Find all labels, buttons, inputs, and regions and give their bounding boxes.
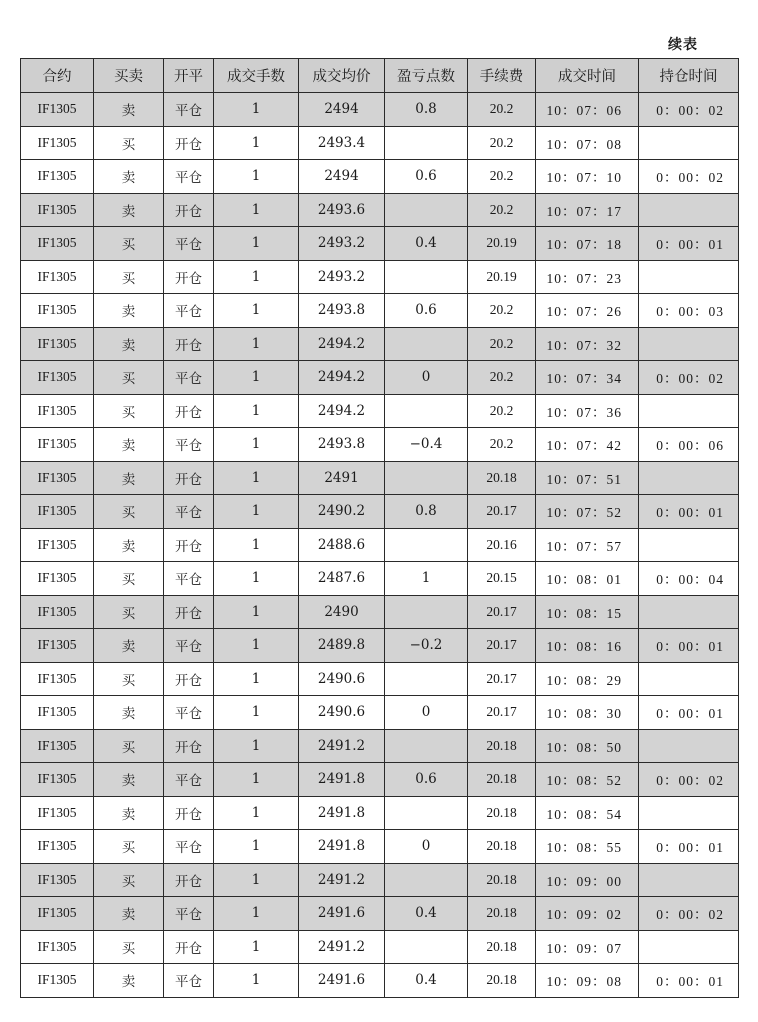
cell-fee: 20.17 — [468, 495, 536, 529]
table-row — [21, 294, 739, 328]
cell-hold — [639, 394, 739, 428]
cell-lots: 1 — [214, 294, 299, 328]
cell-side: 卖 — [94, 93, 164, 127]
cell-pnl — [385, 528, 468, 562]
cell-fee: 20.18 — [468, 461, 536, 495]
table-row — [21, 93, 739, 127]
cell-hold — [639, 662, 739, 696]
cell-contract: IF1305 — [21, 160, 94, 194]
cell-contract: IF1305 — [21, 930, 94, 964]
cell-open-close: 平仓 — [164, 294, 214, 328]
cell-contract: IF1305 — [21, 696, 94, 730]
cell-hold: 0：00：06 — [639, 428, 739, 462]
cell-side: 买 — [94, 260, 164, 294]
cell-open-close: 开仓 — [164, 662, 214, 696]
cell-contract: IF1305 — [21, 662, 94, 696]
cell-price: 2493.4 — [299, 126, 385, 160]
cell-contract: IF1305 — [21, 361, 94, 395]
cell-pnl: 0.6 — [385, 160, 468, 194]
cell-side: 卖 — [94, 897, 164, 931]
col-header-fee: 手续费 — [468, 59, 536, 93]
cell-time: 10：08：15 — [536, 595, 639, 629]
cell-side: 卖 — [94, 528, 164, 562]
cell-side: 买 — [94, 495, 164, 529]
cell-contract: IF1305 — [21, 327, 94, 361]
cell-pnl — [385, 796, 468, 830]
cell-price: 2494 — [299, 93, 385, 127]
cell-fee: 20.2 — [468, 394, 536, 428]
cell-open-close: 开仓 — [164, 260, 214, 294]
cell-fee: 20.16 — [468, 528, 536, 562]
col-header-contract: 合约 — [21, 59, 94, 93]
cell-lots: 1 — [214, 863, 299, 897]
table-body — [21, 93, 739, 998]
cell-price: 2491.6 — [299, 964, 385, 998]
cell-contract: IF1305 — [21, 528, 94, 562]
cell-contract: IF1305 — [21, 863, 94, 897]
table-row — [21, 126, 739, 160]
table-row — [21, 729, 739, 763]
cell-time: 10：08：55 — [536, 830, 639, 864]
table-row — [21, 964, 739, 998]
cell-lots: 1 — [214, 763, 299, 797]
cell-price: 2493.2 — [299, 227, 385, 261]
cell-price: 2494.2 — [299, 394, 385, 428]
cell-fee: 20.18 — [468, 830, 536, 864]
cell-open-close: 平仓 — [164, 361, 214, 395]
cell-pnl — [385, 126, 468, 160]
cell-hold: 0：00：03 — [639, 294, 739, 328]
cell-hold: 0：00：01 — [639, 696, 739, 730]
cell-price: 2491.2 — [299, 863, 385, 897]
cell-hold: 0：00：02 — [639, 897, 739, 931]
cell-fee: 20.2 — [468, 428, 536, 462]
cell-lots: 1 — [214, 562, 299, 596]
cell-time: 10：07：52 — [536, 495, 639, 529]
cell-contract: IF1305 — [21, 763, 94, 797]
cell-time: 10：08：52 — [536, 763, 639, 797]
cell-open-close: 平仓 — [164, 830, 214, 864]
cell-price: 2490 — [299, 595, 385, 629]
cell-pnl: 0.8 — [385, 495, 468, 529]
cell-time: 10：07：57 — [536, 528, 639, 562]
cell-open-close: 开仓 — [164, 193, 214, 227]
cell-fee: 20.17 — [468, 662, 536, 696]
cell-side: 卖 — [94, 193, 164, 227]
cell-side: 卖 — [94, 763, 164, 797]
cell-fee: 20.18 — [468, 729, 536, 763]
cell-hold: 0：00：02 — [639, 93, 739, 127]
col-header-lots: 成交手数 — [214, 59, 299, 93]
cell-side: 卖 — [94, 294, 164, 328]
cell-pnl: 0 — [385, 361, 468, 395]
col-header-side: 买卖 — [94, 59, 164, 93]
cell-fee: 20.2 — [468, 327, 536, 361]
cell-hold — [639, 461, 739, 495]
cell-contract: IF1305 — [21, 260, 94, 294]
cell-hold: 0：00：01 — [639, 964, 739, 998]
cell-open-close: 平仓 — [164, 562, 214, 596]
cell-contract: IF1305 — [21, 294, 94, 328]
cell-fee: 20.17 — [468, 629, 536, 663]
cell-price: 2494 — [299, 160, 385, 194]
cell-pnl — [385, 595, 468, 629]
cell-open-close: 平仓 — [164, 428, 214, 462]
cell-fee: 20.2 — [468, 294, 536, 328]
cell-open-close: 平仓 — [164, 897, 214, 931]
cell-side: 卖 — [94, 428, 164, 462]
col-header-pnl: 盈亏点数 — [385, 59, 468, 93]
cell-pnl: 0.4 — [385, 227, 468, 261]
cell-side: 卖 — [94, 796, 164, 830]
cell-time: 10：09：08 — [536, 964, 639, 998]
cell-lots: 1 — [214, 160, 299, 194]
table-row — [21, 260, 739, 294]
cell-open-close: 开仓 — [164, 729, 214, 763]
cell-contract: IF1305 — [21, 495, 94, 529]
cell-fee: 20.18 — [468, 930, 536, 964]
cell-pnl: 0.6 — [385, 294, 468, 328]
table-row — [21, 394, 739, 428]
cell-open-close: 开仓 — [164, 126, 214, 160]
cell-open-close: 平仓 — [164, 629, 214, 663]
cell-time: 10：08：30 — [536, 696, 639, 730]
cell-time: 10：08：16 — [536, 629, 639, 663]
cell-price: 2494.2 — [299, 361, 385, 395]
cell-hold: 0：00：01 — [639, 629, 739, 663]
cell-side: 买 — [94, 562, 164, 596]
cell-price: 2488.6 — [299, 528, 385, 562]
cell-side: 买 — [94, 394, 164, 428]
cell-contract: IF1305 — [21, 428, 94, 462]
cell-contract: IF1305 — [21, 830, 94, 864]
cell-fee: 20.2 — [468, 126, 536, 160]
cell-time: 10：09：07 — [536, 930, 639, 964]
col-header-time: 成交时间 — [536, 59, 639, 93]
cell-hold — [639, 595, 739, 629]
cell-open-close: 开仓 — [164, 863, 214, 897]
cell-side: 卖 — [94, 160, 164, 194]
cell-open-close: 平仓 — [164, 964, 214, 998]
table-row — [21, 428, 739, 462]
cell-price: 2490.6 — [299, 662, 385, 696]
table-row — [21, 897, 739, 931]
header-row — [21, 59, 739, 93]
cell-pnl — [385, 729, 468, 763]
cell-time: 10：07：23 — [536, 260, 639, 294]
table-row — [21, 361, 739, 395]
cell-contract: IF1305 — [21, 93, 94, 127]
cell-price: 2493.8 — [299, 294, 385, 328]
cell-pnl: −0.2 — [385, 629, 468, 663]
cell-lots: 1 — [214, 528, 299, 562]
table-row — [21, 562, 739, 596]
cell-pnl — [385, 863, 468, 897]
table-row — [21, 160, 739, 194]
cell-price: 2487.6 — [299, 562, 385, 596]
cell-open-close: 平仓 — [164, 495, 214, 529]
trade-table — [20, 58, 739, 998]
cell-fee: 20.18 — [468, 796, 536, 830]
cell-contract: IF1305 — [21, 796, 94, 830]
cell-pnl: 0.4 — [385, 897, 468, 931]
cell-open-close: 开仓 — [164, 394, 214, 428]
cell-pnl: −0.4 — [385, 428, 468, 462]
table-row — [21, 193, 739, 227]
table-row — [21, 528, 739, 562]
cell-side: 卖 — [94, 964, 164, 998]
cell-time: 10：08：54 — [536, 796, 639, 830]
cell-pnl: 1 — [385, 562, 468, 596]
cell-price: 2490.6 — [299, 696, 385, 730]
cell-hold — [639, 260, 739, 294]
cell-side: 买 — [94, 227, 164, 261]
table-row — [21, 662, 739, 696]
cell-contract: IF1305 — [21, 193, 94, 227]
cell-time: 10：07：34 — [536, 361, 639, 395]
cell-price: 2494.2 — [299, 327, 385, 361]
cell-pnl — [385, 327, 468, 361]
cell-fee: 20.2 — [468, 361, 536, 395]
cell-fee: 20.19 — [468, 227, 536, 261]
col-header-open-close: 开平 — [164, 59, 214, 93]
cell-hold: 0：00：01 — [639, 830, 739, 864]
cell-price: 2493.6 — [299, 193, 385, 227]
cell-price: 2491 — [299, 461, 385, 495]
cell-hold: 0：00：02 — [639, 361, 739, 395]
cell-price: 2491.2 — [299, 930, 385, 964]
table-row — [21, 863, 739, 897]
cell-time: 10：08：29 — [536, 662, 639, 696]
cell-side: 卖 — [94, 696, 164, 730]
cell-time: 10：09：02 — [536, 897, 639, 931]
cell-time: 10：07：51 — [536, 461, 639, 495]
cell-pnl — [385, 193, 468, 227]
cell-price: 2491.2 — [299, 729, 385, 763]
cell-time: 10：07：26 — [536, 294, 639, 328]
cell-lots: 1 — [214, 193, 299, 227]
cell-time: 10：07：06 — [536, 93, 639, 127]
cell-side: 卖 — [94, 327, 164, 361]
cell-contract: IF1305 — [21, 629, 94, 663]
cell-lots: 1 — [214, 227, 299, 261]
cell-price: 2491.8 — [299, 763, 385, 797]
cell-time: 10：07：42 — [536, 428, 639, 462]
cell-hold — [639, 327, 739, 361]
table-row — [21, 495, 739, 529]
cell-contract: IF1305 — [21, 394, 94, 428]
cell-price: 2493.8 — [299, 428, 385, 462]
cell-side: 买 — [94, 830, 164, 864]
cell-side: 买 — [94, 930, 164, 964]
cell-hold — [639, 863, 739, 897]
cell-pnl: 0 — [385, 696, 468, 730]
cell-lots: 1 — [214, 327, 299, 361]
cell-contract: IF1305 — [21, 562, 94, 596]
cell-fee: 20.2 — [468, 93, 536, 127]
cell-open-close: 开仓 — [164, 595, 214, 629]
cell-time: 10：09：00 — [536, 863, 639, 897]
cell-open-close: 平仓 — [164, 696, 214, 730]
cell-time: 10：08：50 — [536, 729, 639, 763]
cell-fee: 20.15 — [468, 562, 536, 596]
cell-side: 买 — [94, 126, 164, 160]
cell-time: 10：07：32 — [536, 327, 639, 361]
cell-pnl: 0 — [385, 830, 468, 864]
cell-fee: 20.19 — [468, 260, 536, 294]
cell-contract: IF1305 — [21, 964, 94, 998]
cell-contract: IF1305 — [21, 126, 94, 160]
table-row — [21, 696, 739, 730]
col-header-hold: 持仓时间 — [639, 59, 739, 93]
cell-time: 10：07：18 — [536, 227, 639, 261]
cell-hold — [639, 729, 739, 763]
table-caption: 续表 — [668, 37, 698, 53]
table-row — [21, 930, 739, 964]
table-row — [21, 461, 739, 495]
cell-lots: 1 — [214, 964, 299, 998]
cell-open-close: 开仓 — [164, 528, 214, 562]
cell-open-close: 平仓 — [164, 93, 214, 127]
table-row — [21, 327, 739, 361]
cell-fee: 20.18 — [468, 964, 536, 998]
cell-lots: 1 — [214, 930, 299, 964]
cell-lots: 1 — [214, 394, 299, 428]
cell-fee: 20.18 — [468, 863, 536, 897]
cell-lots: 1 — [214, 495, 299, 529]
cell-fee: 20.17 — [468, 696, 536, 730]
cell-open-close: 开仓 — [164, 327, 214, 361]
cell-fee: 20.18 — [468, 897, 536, 931]
cell-lots: 1 — [214, 361, 299, 395]
cell-price: 2491.8 — [299, 830, 385, 864]
cell-pnl: 0.6 — [385, 763, 468, 797]
cell-pnl — [385, 260, 468, 294]
cell-lots: 1 — [214, 428, 299, 462]
col-header-price: 成交均价 — [299, 59, 385, 93]
cell-lots: 1 — [214, 93, 299, 127]
cell-open-close: 开仓 — [164, 930, 214, 964]
cell-hold: 0：00：01 — [639, 227, 739, 261]
cell-hold: 0：00：02 — [639, 160, 739, 194]
cell-hold — [639, 796, 739, 830]
cell-hold: 0：00：01 — [639, 495, 739, 529]
cell-price: 2491.8 — [299, 796, 385, 830]
cell-contract: IF1305 — [21, 227, 94, 261]
cell-price: 2490.2 — [299, 495, 385, 529]
cell-lots: 1 — [214, 662, 299, 696]
cell-side: 买 — [94, 729, 164, 763]
cell-open-close: 开仓 — [164, 461, 214, 495]
cell-price: 2493.2 — [299, 260, 385, 294]
cell-price: 2489.8 — [299, 629, 385, 663]
cell-lots: 1 — [214, 629, 299, 663]
table-row — [21, 629, 739, 663]
cell-hold — [639, 528, 739, 562]
table-row — [21, 830, 739, 864]
cell-contract: IF1305 — [21, 461, 94, 495]
cell-lots: 1 — [214, 595, 299, 629]
table-row — [21, 796, 739, 830]
cell-lots: 1 — [214, 830, 299, 864]
cell-pnl — [385, 662, 468, 696]
cell-hold — [639, 930, 739, 964]
cell-hold — [639, 126, 739, 160]
cell-side: 买 — [94, 361, 164, 395]
cell-open-close: 平仓 — [164, 160, 214, 194]
cell-pnl — [385, 394, 468, 428]
cell-lots: 1 — [214, 897, 299, 931]
cell-fee: 20.18 — [468, 763, 536, 797]
table-row — [21, 763, 739, 797]
cell-contract: IF1305 — [21, 595, 94, 629]
cell-lots: 1 — [214, 796, 299, 830]
cell-side: 买 — [94, 595, 164, 629]
cell-time: 10：08：01 — [536, 562, 639, 596]
cell-pnl: 0.8 — [385, 93, 468, 127]
cell-hold: 0：00：04 — [639, 562, 739, 596]
cell-hold — [639, 193, 739, 227]
cell-lots: 1 — [214, 461, 299, 495]
cell-lots: 1 — [214, 729, 299, 763]
cell-fee: 20.17 — [468, 595, 536, 629]
cell-hold: 0：00：02 — [639, 763, 739, 797]
cell-price: 2491.6 — [299, 897, 385, 931]
cell-open-close: 平仓 — [164, 227, 214, 261]
cell-time: 10：07：08 — [536, 126, 639, 160]
cell-side: 卖 — [94, 629, 164, 663]
table-row — [21, 595, 739, 629]
cell-side: 卖 — [94, 461, 164, 495]
cell-time: 10：07：17 — [536, 193, 639, 227]
cell-fee: 20.2 — [468, 160, 536, 194]
cell-pnl — [385, 461, 468, 495]
cell-time: 10：07：10 — [536, 160, 639, 194]
cell-open-close: 平仓 — [164, 763, 214, 797]
cell-pnl: 0.4 — [385, 964, 468, 998]
cell-contract: IF1305 — [21, 897, 94, 931]
cell-pnl — [385, 930, 468, 964]
table-row — [21, 227, 739, 261]
cell-lots: 1 — [214, 696, 299, 730]
cell-fee: 20.2 — [468, 193, 536, 227]
table-header — [21, 59, 739, 93]
cell-side: 买 — [94, 863, 164, 897]
cell-time: 10：07：36 — [536, 394, 639, 428]
cell-side: 买 — [94, 662, 164, 696]
cell-contract: IF1305 — [21, 729, 94, 763]
cell-lots: 1 — [214, 126, 299, 160]
cell-open-close: 开仓 — [164, 796, 214, 830]
cell-lots: 1 — [214, 260, 299, 294]
